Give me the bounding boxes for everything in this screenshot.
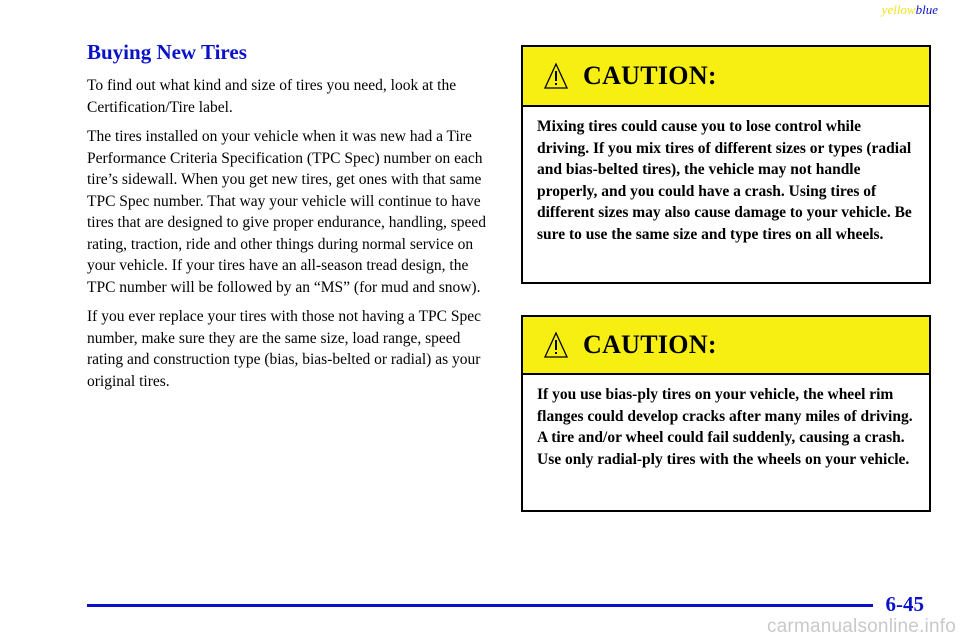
tag-blue: blue <box>915 2 938 17</box>
page-number: 6‑45 <box>885 592 924 616</box>
tag-yellow: yellow <box>881 2 916 17</box>
main-column <box>87 40 492 400</box>
caution-label: CAUTION: <box>583 330 717 359</box>
warning-triangle-icon <box>543 62 569 90</box>
caution-header <box>523 317 929 375</box>
caution-label: CAUTION: <box>583 61 717 90</box>
watermark: carmanualsonline.info <box>766 616 956 637</box>
paragraph-tpc-spec: The tires installed on your vehicle when it was new had a Tire Performance Criteria Specification (TPC Spec) number on each tire’s sidewall. When you get new tires, get ones with that same TPC Spec number. That way your vehicle will continue to have tires that are designed to give proper endurance, handling, speed rating, traction, ride and other things during normal service on your vehicle. If your tires have an all‑season tread design, the TPC number will be followed by an “MS” (for mud and snow). <box>87 128 486 296</box>
section-title: Buying New Tires <box>87 40 247 64</box>
caution-text: If you use bias‑ply tires on your vehicle, the wheel rim flanges could develop cracks after many miles of driving. A tire and/or wheel could fail suddenly, causing a crash. Use only radial‑ply tires with the wheels on your vehicle. <box>537 386 913 468</box>
paragraph-intro: To find out what kind and size of tires you need, look at the Certification/Tire label. <box>87 77 457 116</box>
caution-box-bias-ply <box>521 315 931 512</box>
warning-triangle-icon <box>543 331 569 359</box>
footer-rule <box>87 604 873 607</box>
caution-header <box>523 47 929 107</box>
caution-box-mixing-tires <box>521 45 931 284</box>
print-color-tag <box>882 2 938 18</box>
caution-text: Mixing tires could cause you to lose control while driving. If you mix tires of different sizes or types (radial and bias‑belted tires), the vehicle may not handle properly, and you could have a crash. Using tires of different sizes may also cause damage to your vehicle. Be sure to use the same size and type tires on all wheels. <box>537 118 912 243</box>
paragraph-replacement: If you ever replace your tires with those not having a TPC Spec number, make sure they are the same size, load range, speed rating and construction type (bias, bias‑belted or radial) as your original tires. <box>87 308 482 390</box>
